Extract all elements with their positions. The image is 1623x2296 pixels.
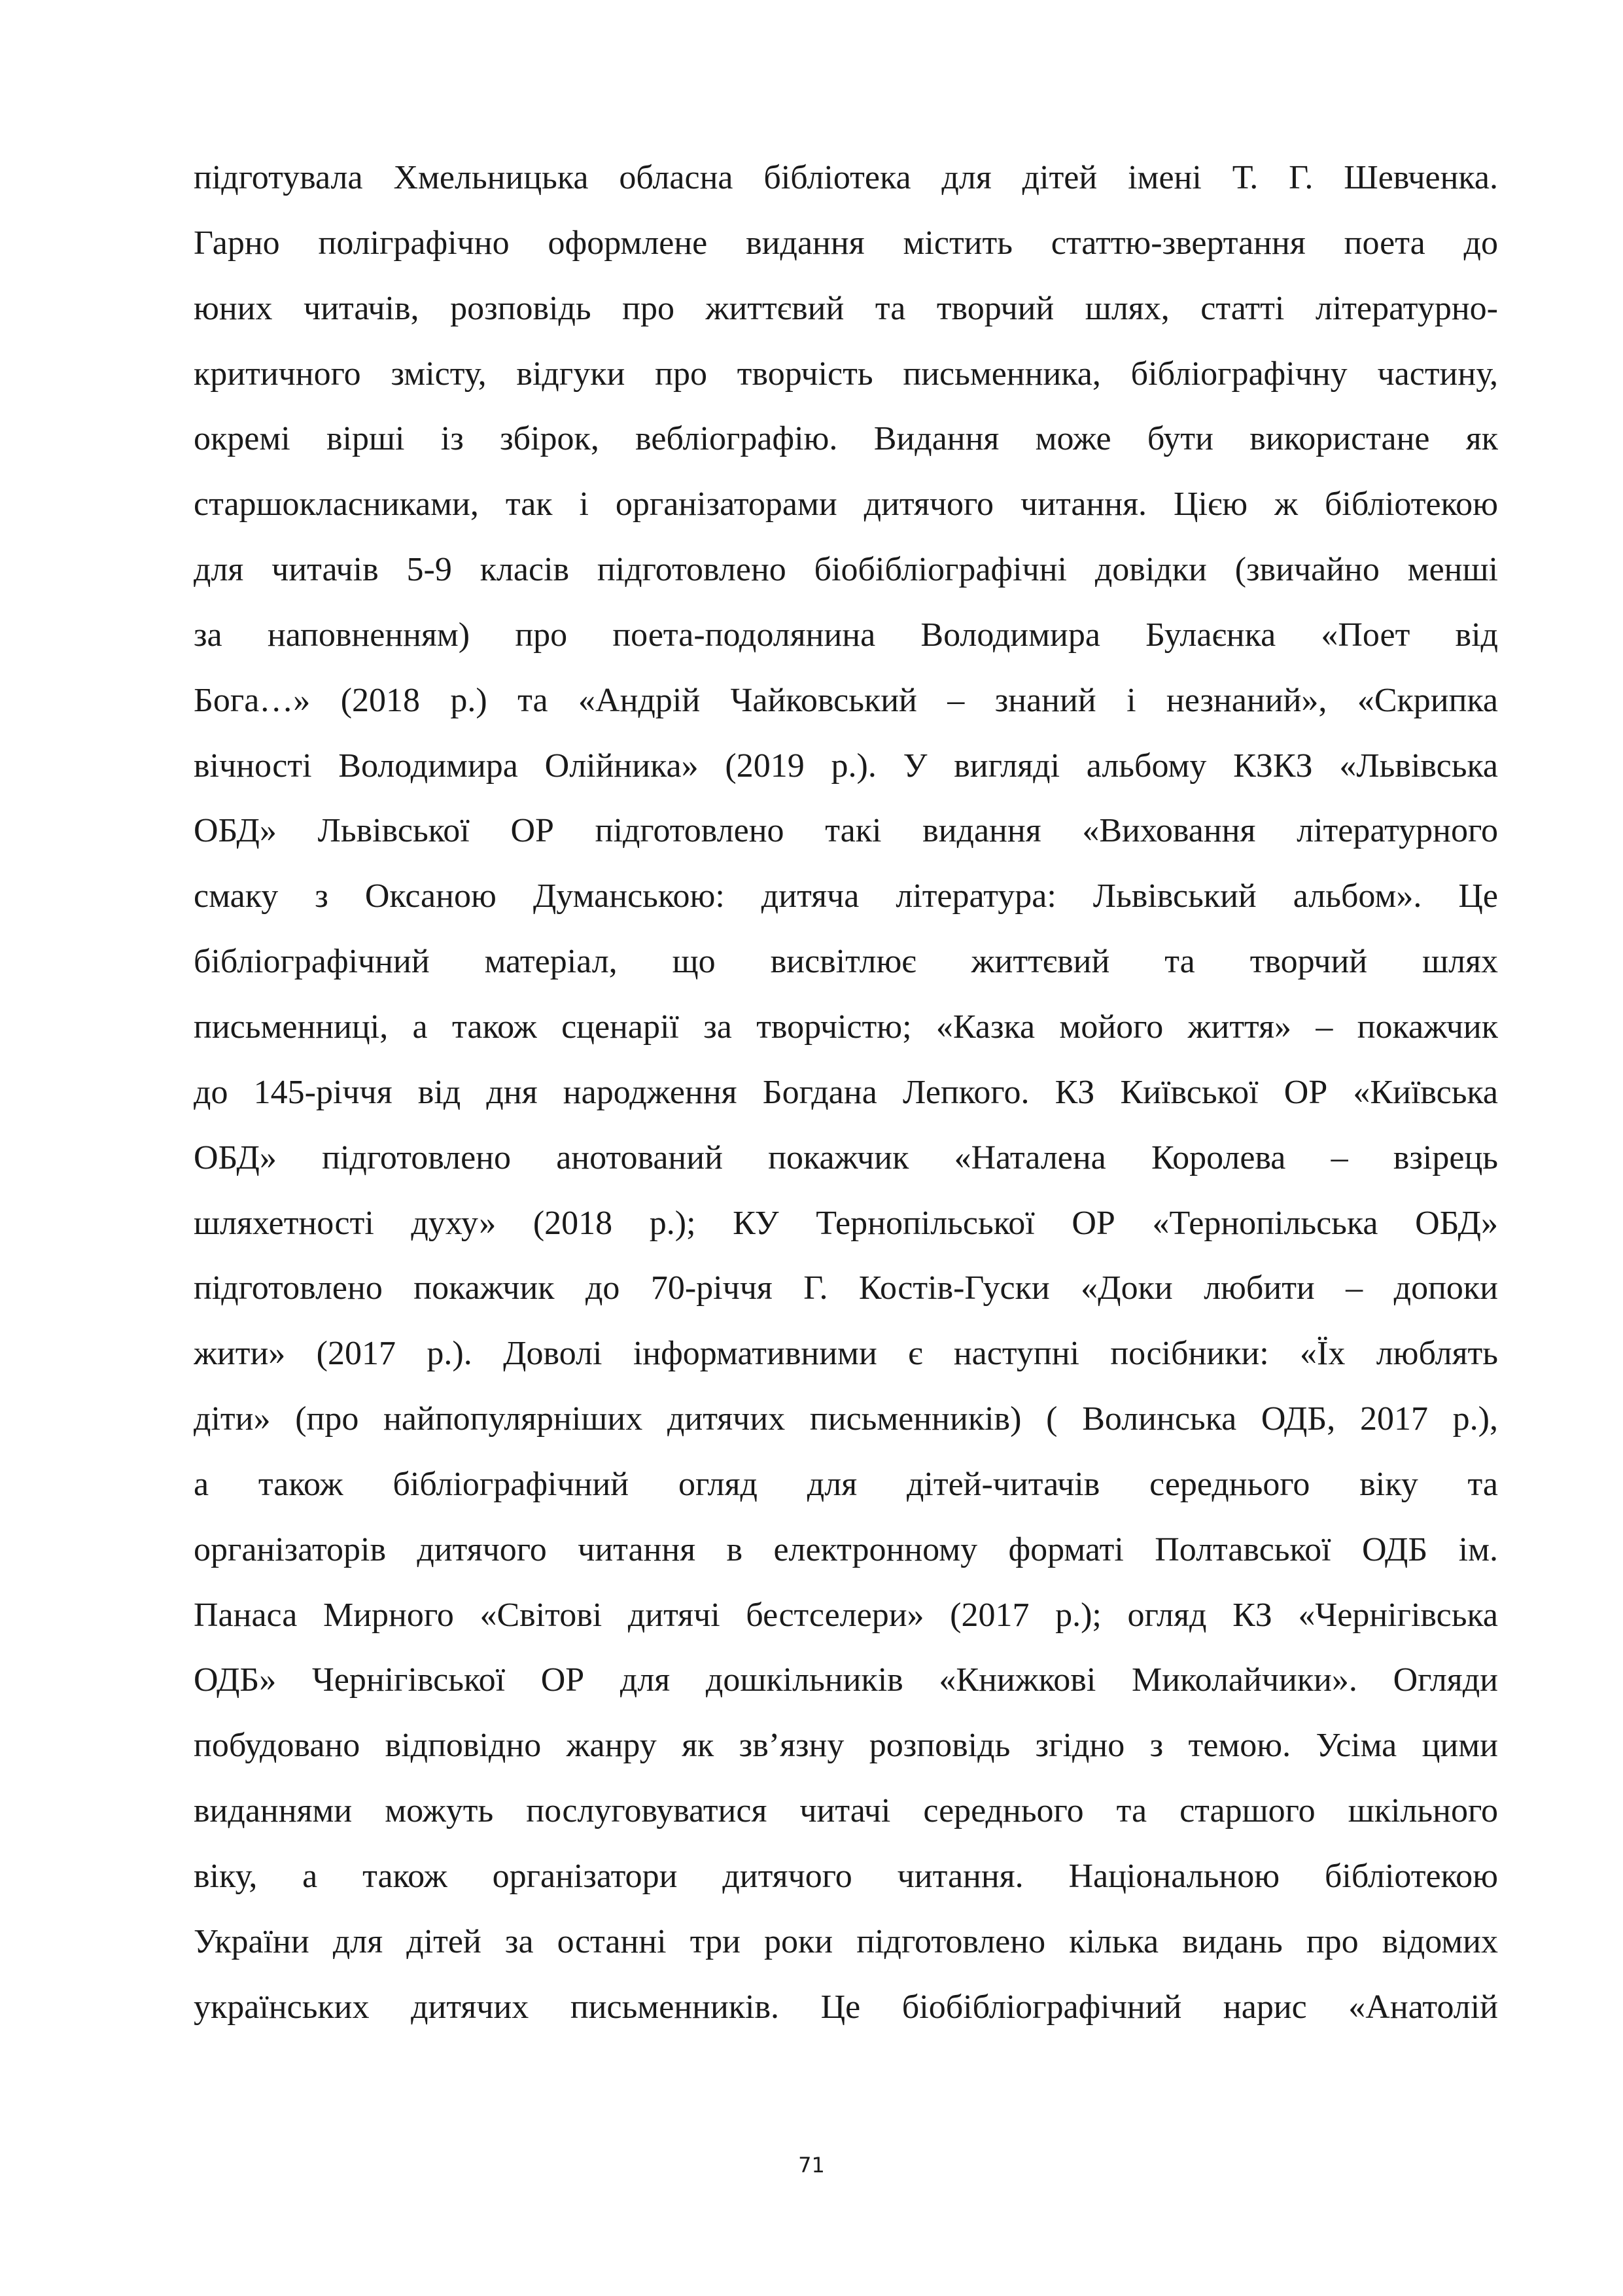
text-line: організаторів дитячого читання в електронному форматі Полтавської ОДБ ім. xyxy=(194,1530,1498,1568)
text-line: смаку з Оксаною Думанською: дитяча література: Львівський альбом». Це xyxy=(194,877,1498,915)
text-line: віку, а також організатори дитячого читання. Національною бібліотекою xyxy=(194,1857,1498,1895)
text-line: Бога…» (2018 р.) та «Андрій Чайковський – знаний і незнаний», «Скрипка xyxy=(194,681,1498,719)
text-line: для читачів 5-9 класів підготовлено біобібліографічні довідки (звичайно менші xyxy=(194,551,1498,589)
text-line: діти» (про найпопулярніших дитячих письменників) ( Волинська ОДБ, 2017 р.), xyxy=(194,1400,1498,1438)
text-line: України для дітей за останні три роки підготовлено кілька видань про відомих xyxy=(194,1922,1498,1960)
text-line: старшокласниками, так і організаторами дитячого читання. Цією ж бібліотекою xyxy=(194,486,1498,523)
text-line: вічності Володимира Олійника» (2019 р.). У вигляді альбому КЗКЗ «Львівська xyxy=(194,747,1498,785)
text-line: підготовлено покажчик до 70-річчя Г. Костів-Гуски «Доки любити – допоки xyxy=(194,1269,1498,1307)
text-line: окремі вірші із збірок, вебліографію. Видання може бути використане як xyxy=(194,420,1498,458)
text-line: ОДБ» Чернігівської ОР для дошкільників «Книжкові Миколайчики». Огляди xyxy=(194,1661,1498,1699)
text-line: до 145-річчя від дня народження Богдана Лепкого. КЗ Київської ОР «Київська xyxy=(194,1073,1498,1111)
text-line: українських дитячих письменників. Це біобібліографічний нарис «Анатолій xyxy=(194,1988,1498,2026)
text-line: Гарно поліграфічно оформлене видання містить статтю-звертання поета до xyxy=(194,224,1498,262)
text-line: а також бібліографічний огляд для дітей-читачів середнього віку та xyxy=(194,1465,1498,1503)
body-text xyxy=(194,145,1498,2040)
text-line: письменниці, а також сценарії за творчістю; «Казка мойого життя» – покажчик xyxy=(194,1008,1498,1046)
text-line: ОБД» підготовлено анотований покажчик «Наталена Королева – взірець xyxy=(194,1139,1498,1176)
text-line: юних читачів, розповідь про життєвий та творчий шлях, статті літературно- xyxy=(194,289,1498,327)
text-line: побудовано відповідно жанру як зв’язну розповідь згідно з темою. Усіма цими xyxy=(194,1727,1498,1765)
text-line: жити» (2017 р.). Доволі інформативними є наступні посібники: «Їх люблять xyxy=(194,1335,1498,1373)
text-line: критичного змісту, відгуки про творчість письменника, бібліографічну частину, xyxy=(194,355,1498,393)
text-line: шляхетності духу» (2018 р.); КУ Тернопільської ОР «Тернопільська ОБД» xyxy=(194,1204,1498,1242)
text-line: виданнями можуть послуговуватися читачі середнього та старшого шкільного xyxy=(194,1792,1498,1830)
text-line: ОБД» Львівської ОР підготовлено такі видання «Виховання літературного xyxy=(194,812,1498,850)
text-line: підготувала Хмельницька обласна бібліотека для дітей імені Т. Г. Шевченка. xyxy=(194,159,1498,196)
text-line: за наповненням) про поета-подолянина Володимира Булаєнка «Поет від xyxy=(194,616,1498,654)
text-line: Панаса Мирного «Світові дитячі бестселери» (2017 р.); огляд КЗ «Чернігівська xyxy=(194,1596,1498,1634)
page-number: 71 xyxy=(798,2153,825,2178)
text-line: бібліографічний матеріал, що висвітлює життєвий та творчий шлях xyxy=(194,943,1498,981)
